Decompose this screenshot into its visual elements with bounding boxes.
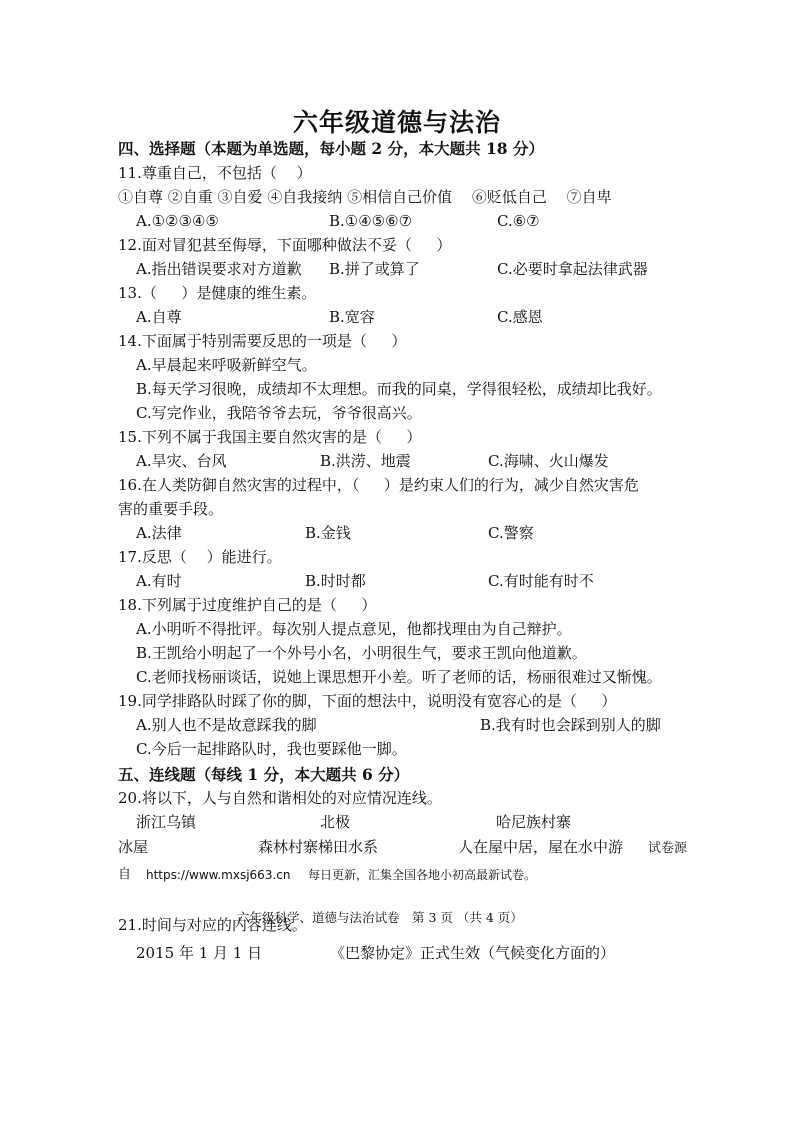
q13-stem: 13.（ ）是健康的维生素。 xyxy=(118,284,317,302)
q12-option-a: A.指出错误要求对方道歉 xyxy=(136,260,302,278)
q18-option-b: B.王凯给小明起了一个外号小名，小明很生气，要求王凯向他道歉。 xyxy=(136,644,587,662)
q12-stem: 12.面对冒犯甚至侮辱，下面哪种做法不妥（ ） xyxy=(118,236,452,254)
watermark-text: 每日更新，汇集全国各地小初高最新试卷。 xyxy=(308,868,537,882)
q20-item: 冰屋 xyxy=(118,838,149,856)
q13-option-c: C.感恩 xyxy=(497,308,543,326)
watermark-tail: 试卷源 xyxy=(648,841,688,856)
watermark-prefix: 自 xyxy=(118,867,132,882)
q18-option-c: C.老师找杨丽谈话，说她上课思想开小差。听了老师的话，杨丽很难过又惭愧。 xyxy=(136,668,662,686)
q11-stem: 11.尊重自己，不包括（ ） xyxy=(118,164,312,182)
q12-option-c: C.必要时拿起法律武器 xyxy=(497,260,648,278)
q17-stem: 17.反思（ ）能进行。 xyxy=(118,548,282,566)
q19-option-b: B.我有时也会踩到别人的脚 xyxy=(480,716,661,734)
q14-option-b: B.每天学习很晚，成绩却不太理想。而我的同桌，学得很轻松，成绩却比我好。 xyxy=(136,380,662,398)
q12-option-b: B.拼了或算了 xyxy=(329,260,420,278)
q19-option-c: C.今后一起排路队时，我也要踩他一脚。 xyxy=(136,740,407,758)
page-footer: 六年级科学、道德与法治试卷 第 3 页 （共 4 页） xyxy=(237,910,523,925)
q18-stem: 18.下列属于过度维护自己的是（ ） xyxy=(118,596,377,614)
q19-stem: 19.同学排路队时踩了你的脚，下面的想法中，说明没有宽容心的是（ ） xyxy=(118,692,617,710)
q15-option-c: C.海啸、火山爆发 xyxy=(488,452,609,470)
q21-stem: 21.时间与对应的内容连线。 xyxy=(118,916,307,934)
q11-items: ①自尊 ②自重 ③自爱 ④自我接纳 ⑤相信自己价值 ⑥贬低自己 ⑦自卑 xyxy=(118,188,612,206)
q17-option-b: B.时时都 xyxy=(305,572,366,590)
q20-item: 浙江乌镇 xyxy=(136,813,197,831)
q13-option-a: A.自尊 xyxy=(136,308,182,326)
q20-item: 北极 xyxy=(320,813,351,831)
q15-option-b: B.洪涝、地震 xyxy=(320,452,411,470)
q20-item: 森林村寨梯田水系 xyxy=(258,838,379,856)
q17-option-a: A.有时 xyxy=(136,572,182,590)
q16-option-b: B.金钱 xyxy=(305,524,351,542)
q19-option-a: A.别人也不是故意踩我的脚 xyxy=(136,716,317,734)
q16-option-c: C.警察 xyxy=(488,524,534,542)
watermark-url: https://www.mxsj663.cn xyxy=(146,868,291,882)
q16-option-a: A.法律 xyxy=(136,524,182,542)
q13-option-b: B.宽容 xyxy=(329,308,375,326)
page-title: 六年级道德与法治 xyxy=(292,108,501,137)
q20-item: 哈尼族村寨 xyxy=(496,813,572,831)
q14-option-a: A.早晨起来呼吸新鲜空气。 xyxy=(136,356,317,374)
q11-option-c: C.⑥⑦ xyxy=(497,212,540,230)
q20-stem: 20.将以下，人与自然和谐相处的对应情况连线。 xyxy=(118,789,442,807)
q21-item-left: 2015 年 1 月 1 日 xyxy=(136,944,263,962)
q16-stem-line1: 16.在人类防御自然灾害的过程中，（ ）是约束人们的行为，减少自然灾害危 xyxy=(118,476,639,494)
q16-stem-line2: 害的重要手段。 xyxy=(118,500,224,518)
q15-option-a: A.旱灾、台风 xyxy=(136,452,227,470)
section4-heading: 四、选择题（本题为单选题，每小题 2 分，本大题共 18 分） xyxy=(118,139,544,158)
q14-option-c: C.写完作业，我陪爷爷去玩，爷爷很高兴。 xyxy=(136,404,422,422)
q17-option-c: C.有时能有时不 xyxy=(488,572,594,590)
q18-option-a: A.小明听不得批评。每次别人提点意见，他都找理由为自己辩护。 xyxy=(136,620,572,638)
q14-stem: 14.下面属于特别需要反思的一项是（ ） xyxy=(118,332,407,350)
q21-item-right: 《巴黎协定》正式生效（气候变化方面的） xyxy=(330,944,616,962)
q11-option-a: A.①②③④⑤ xyxy=(136,212,219,230)
section5-heading: 五、连线题（每线 1 分，本大题共 6 分） xyxy=(118,765,410,784)
q20-item: 人在屋中居，屋在水中游 xyxy=(458,838,624,856)
q15-stem: 15.下列不属于我国主要自然灾害的是（ ） xyxy=(118,428,422,446)
q11-option-b: B.①④⑤⑥⑦ xyxy=(329,212,413,230)
